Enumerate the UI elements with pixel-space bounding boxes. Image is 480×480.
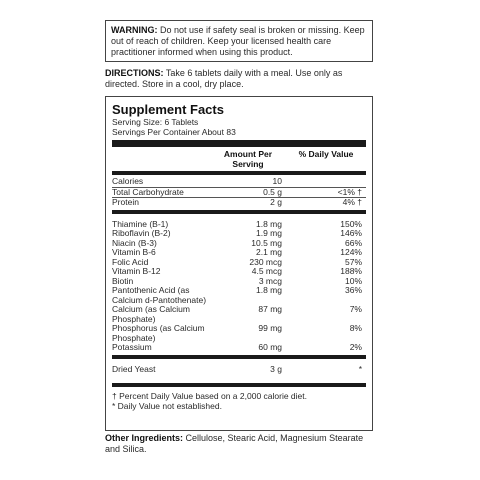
nutrient-dv: 150% xyxy=(340,218,362,229)
vitamins-list xyxy=(112,220,366,353)
warning-text: Do not use if safety seal is broken or missing. Keep out of reach of children. Keep your licensed health care practitioner informed when using this product. xyxy=(111,25,365,57)
nutrient-name: Folic Acid xyxy=(112,256,149,267)
nutrient-name: Pantothenic Acid (as Calcium d-Pantothenate) xyxy=(112,285,207,305)
thick-divider xyxy=(112,140,366,147)
nutrient-name: Dried Yeast xyxy=(112,363,156,374)
nutrient-name: Thiamine (B-1) xyxy=(112,218,169,229)
nutrient-row xyxy=(112,343,366,353)
other-ingredients-label: Other Ingredients: xyxy=(105,433,184,443)
nutrient-amount: 1.9 mg xyxy=(256,228,282,238)
nutrient-amount: 10.5 mg xyxy=(251,237,282,248)
nutrient-row-dried-yeast xyxy=(112,365,366,375)
nutrient-row xyxy=(112,324,366,343)
nutrient-row xyxy=(112,177,366,188)
warning-box xyxy=(105,20,373,62)
nutrient-row xyxy=(112,188,366,199)
servings-per-container: Servings Per Container About 83 xyxy=(112,127,236,137)
nutrient-name: Vitamin B-6 xyxy=(112,247,156,257)
vitamins-divider xyxy=(112,355,366,359)
nutrient-dv: 8% xyxy=(349,323,362,333)
macros-list xyxy=(112,177,366,208)
nutrient-amount: 0.5 g xyxy=(263,186,282,197)
nutrient-amount: 3 g xyxy=(270,363,282,374)
nutrient-dv: 57% xyxy=(344,256,362,267)
nutrient-amount: 10 xyxy=(272,176,282,186)
macros-divider xyxy=(112,210,366,214)
warning-label: WARNING: xyxy=(111,25,158,35)
nutrient-dv: 4% † xyxy=(342,197,362,207)
nutrient-row xyxy=(112,267,366,277)
serving-size: Serving Size: 6 Tablets xyxy=(112,117,199,127)
nutrient-dv: * xyxy=(358,363,362,374)
nutrient-amount: 99 mg xyxy=(258,323,282,333)
footnote-dv: † Percent Daily Value based on a 2,000 calorie diet. xyxy=(112,391,307,401)
nutrient-dv: 66% xyxy=(344,237,362,248)
nutrient-name: Calories xyxy=(112,176,144,186)
nutrient-amount: 3 mcg xyxy=(258,275,282,286)
nutrient-amount: 2.1 mg xyxy=(256,247,282,257)
nutrient-amount: 1.8 mg xyxy=(256,218,282,229)
nutrient-dv: 2% xyxy=(349,342,362,352)
footer-divider xyxy=(112,383,366,387)
nutrient-dv: 188% xyxy=(340,266,362,276)
nutrient-row xyxy=(112,248,366,258)
nutrient-name: Riboflavin (B-2) xyxy=(112,228,171,238)
dv-header: % Daily Value xyxy=(298,149,354,159)
column-header xyxy=(112,149,366,169)
nutrient-dv: 124% xyxy=(340,247,362,257)
directions-label: DIRECTIONS: xyxy=(105,68,164,78)
nutrient-amount: 1.8 mg xyxy=(256,285,282,295)
header-divider xyxy=(112,171,366,175)
other-ingredients-text: Cellulose, Stearic Acid, Magnesium Stearate and Silica. xyxy=(105,433,364,454)
nutrient-dv: 10% xyxy=(344,275,362,286)
footnote-not-established: * Daily Value not established. xyxy=(112,401,222,411)
directions-text: Take 6 tablets daily with a meal. Use only as directed. Store in a cool, dry place. xyxy=(105,68,343,89)
nutrient-dv: 7% xyxy=(349,304,362,314)
nutrient-name: Protein xyxy=(112,197,139,207)
supplement-facts-panel xyxy=(105,96,373,431)
nutrient-amount: 230 mcg xyxy=(249,256,282,267)
nutrient-name: Potassium xyxy=(112,342,152,352)
nutrient-amount: 87 mg xyxy=(258,304,282,314)
nutrient-name: Calcium (as Calcium Phosphate) xyxy=(112,304,190,324)
nutrient-name: Vitamin B-12 xyxy=(112,266,161,276)
amount-header: Amount Per Serving xyxy=(223,149,273,169)
nutrient-row xyxy=(112,305,366,324)
nutrient-row xyxy=(112,286,366,305)
nutrient-amount: 4.5 mcg xyxy=(251,266,282,276)
other-ingredients xyxy=(105,433,373,455)
nutrient-dv: <1% † xyxy=(337,186,362,197)
nutrient-dv: 146% xyxy=(340,228,362,238)
footnotes xyxy=(112,389,366,411)
directions xyxy=(105,68,373,90)
nutrient-dv xyxy=(282,177,362,187)
facts-title: Supplement Facts xyxy=(112,102,224,117)
nutrient-name: Total Carbohydrate xyxy=(112,186,184,197)
nutrient-name: Niacin (B-3) xyxy=(112,237,157,248)
nutrient-row xyxy=(112,198,366,208)
nutrient-amount: 60 mg xyxy=(258,342,282,352)
nutrient-name: Phosphorus (as Calcium Phosphate) xyxy=(112,323,205,343)
nutrient-amount: 2 g xyxy=(270,197,282,207)
nutrient-dv: 36% xyxy=(344,285,362,295)
nutrient-name: Biotin xyxy=(112,275,134,286)
